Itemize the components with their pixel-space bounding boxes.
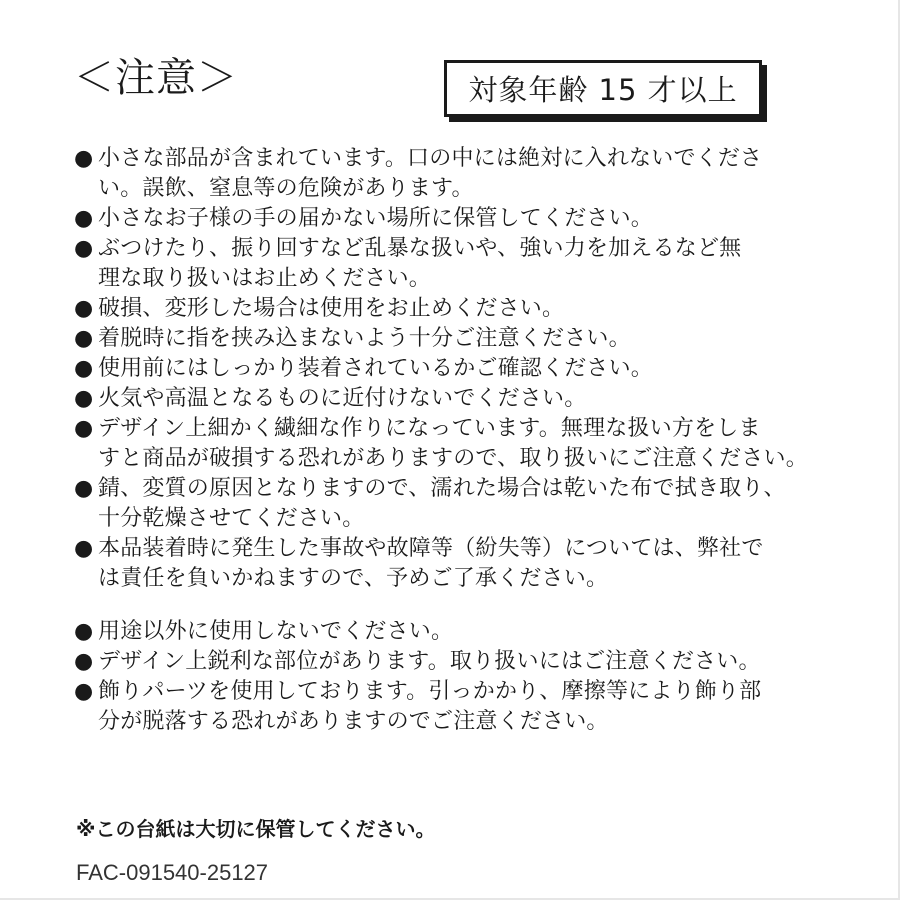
caution-text: 理な取り扱いはお止めください。 — [98, 266, 432, 291]
caution-text: は責任を負いかねますので、予めご了承ください。 — [98, 566, 609, 591]
caution-item — [74, 414, 844, 474]
bullet-icon: ● — [74, 679, 94, 704]
caution-text: ぶつけたり、振り回すなど乱暴な扱いや、強い力を加えるなど無 — [98, 236, 742, 261]
bullet-icon: ● — [74, 386, 94, 411]
bullet-icon: ● — [74, 326, 94, 351]
caution-text: い。誤飲、窒息等の危険があります。 — [98, 176, 474, 201]
caution-text: 十分乾燥させてください。 — [98, 506, 365, 531]
caution-item — [74, 354, 844, 384]
bullet-icon: ● — [74, 146, 94, 171]
caution-item — [74, 677, 844, 737]
caution-text: 飾りパーツを使用しております。引っかかり、摩擦等により飾り部 — [98, 679, 762, 704]
caution-list-secondary — [74, 617, 844, 737]
caution-text: 錆、変質の原因となりますので、濡れた場合は乾いた布で拭き取り、 — [98, 476, 786, 501]
age-rating-badge: 対象年齢 15 才以上 — [444, 60, 762, 117]
caution-text: 小さなお子様の手の届かない場所に保管してください。 — [98, 206, 654, 231]
caution-text: 使用前にはしっかり装着されているかご確認ください。 — [98, 356, 654, 381]
caution-list — [74, 144, 844, 594]
bullet-icon: ● — [74, 416, 94, 441]
caution-item — [74, 534, 844, 594]
storage-footnote: ※この台紙は大切に保管してください。 — [76, 817, 436, 841]
caution-item — [74, 617, 844, 647]
caution-item — [74, 204, 844, 234]
caution-text: 着脱時に指を挟み込まないよう十分ご注意ください。 — [98, 326, 631, 351]
caution-text: 破損、変形した場合は使用をお止めください。 — [98, 296, 565, 321]
caution-item — [74, 324, 844, 354]
bullet-icon: ● — [74, 236, 94, 261]
bullet-icon: ● — [74, 536, 94, 561]
caution-item — [74, 234, 844, 294]
caution-text: すと商品が破損する恐れがありますので、取り扱いにご注意ください。 — [98, 446, 808, 471]
product-code: FAC-091540-25127 — [76, 860, 269, 885]
bullet-icon: ● — [74, 356, 94, 381]
caution-item — [74, 384, 844, 414]
bullet-icon: ● — [74, 649, 94, 674]
bullet-icon: ● — [74, 619, 94, 644]
caution-item — [74, 474, 844, 534]
caution-text: 用途以外に使用しないでください。 — [98, 619, 454, 644]
caution-text: 小さな部品が含まれています。口の中には絶対に入れないでくださ — [98, 146, 763, 171]
bullet-icon: ● — [74, 206, 94, 231]
caution-item — [74, 294, 844, 324]
caution-text: デザイン上鋭利な部位があります。取り扱いにはご注意ください。 — [98, 649, 761, 674]
page-title: ＜注意＞ — [74, 55, 238, 101]
bullet-icon: ● — [74, 476, 94, 501]
caution-text: 分が脱落する恐れがありますのでご注意ください。 — [98, 709, 609, 734]
bullet-icon: ● — [74, 296, 94, 321]
caution-item — [74, 647, 844, 677]
caution-item — [74, 144, 844, 204]
caution-text: デザイン上細かく繊細な作りになっています。無理な扱い方をしま — [98, 416, 761, 441]
caution-text: 火気や高温となるものに近付けないでください。 — [98, 386, 587, 411]
caution-text: 本品装着時に発生した事故や故障等（紛失等）については、弊社で — [98, 536, 764, 561]
